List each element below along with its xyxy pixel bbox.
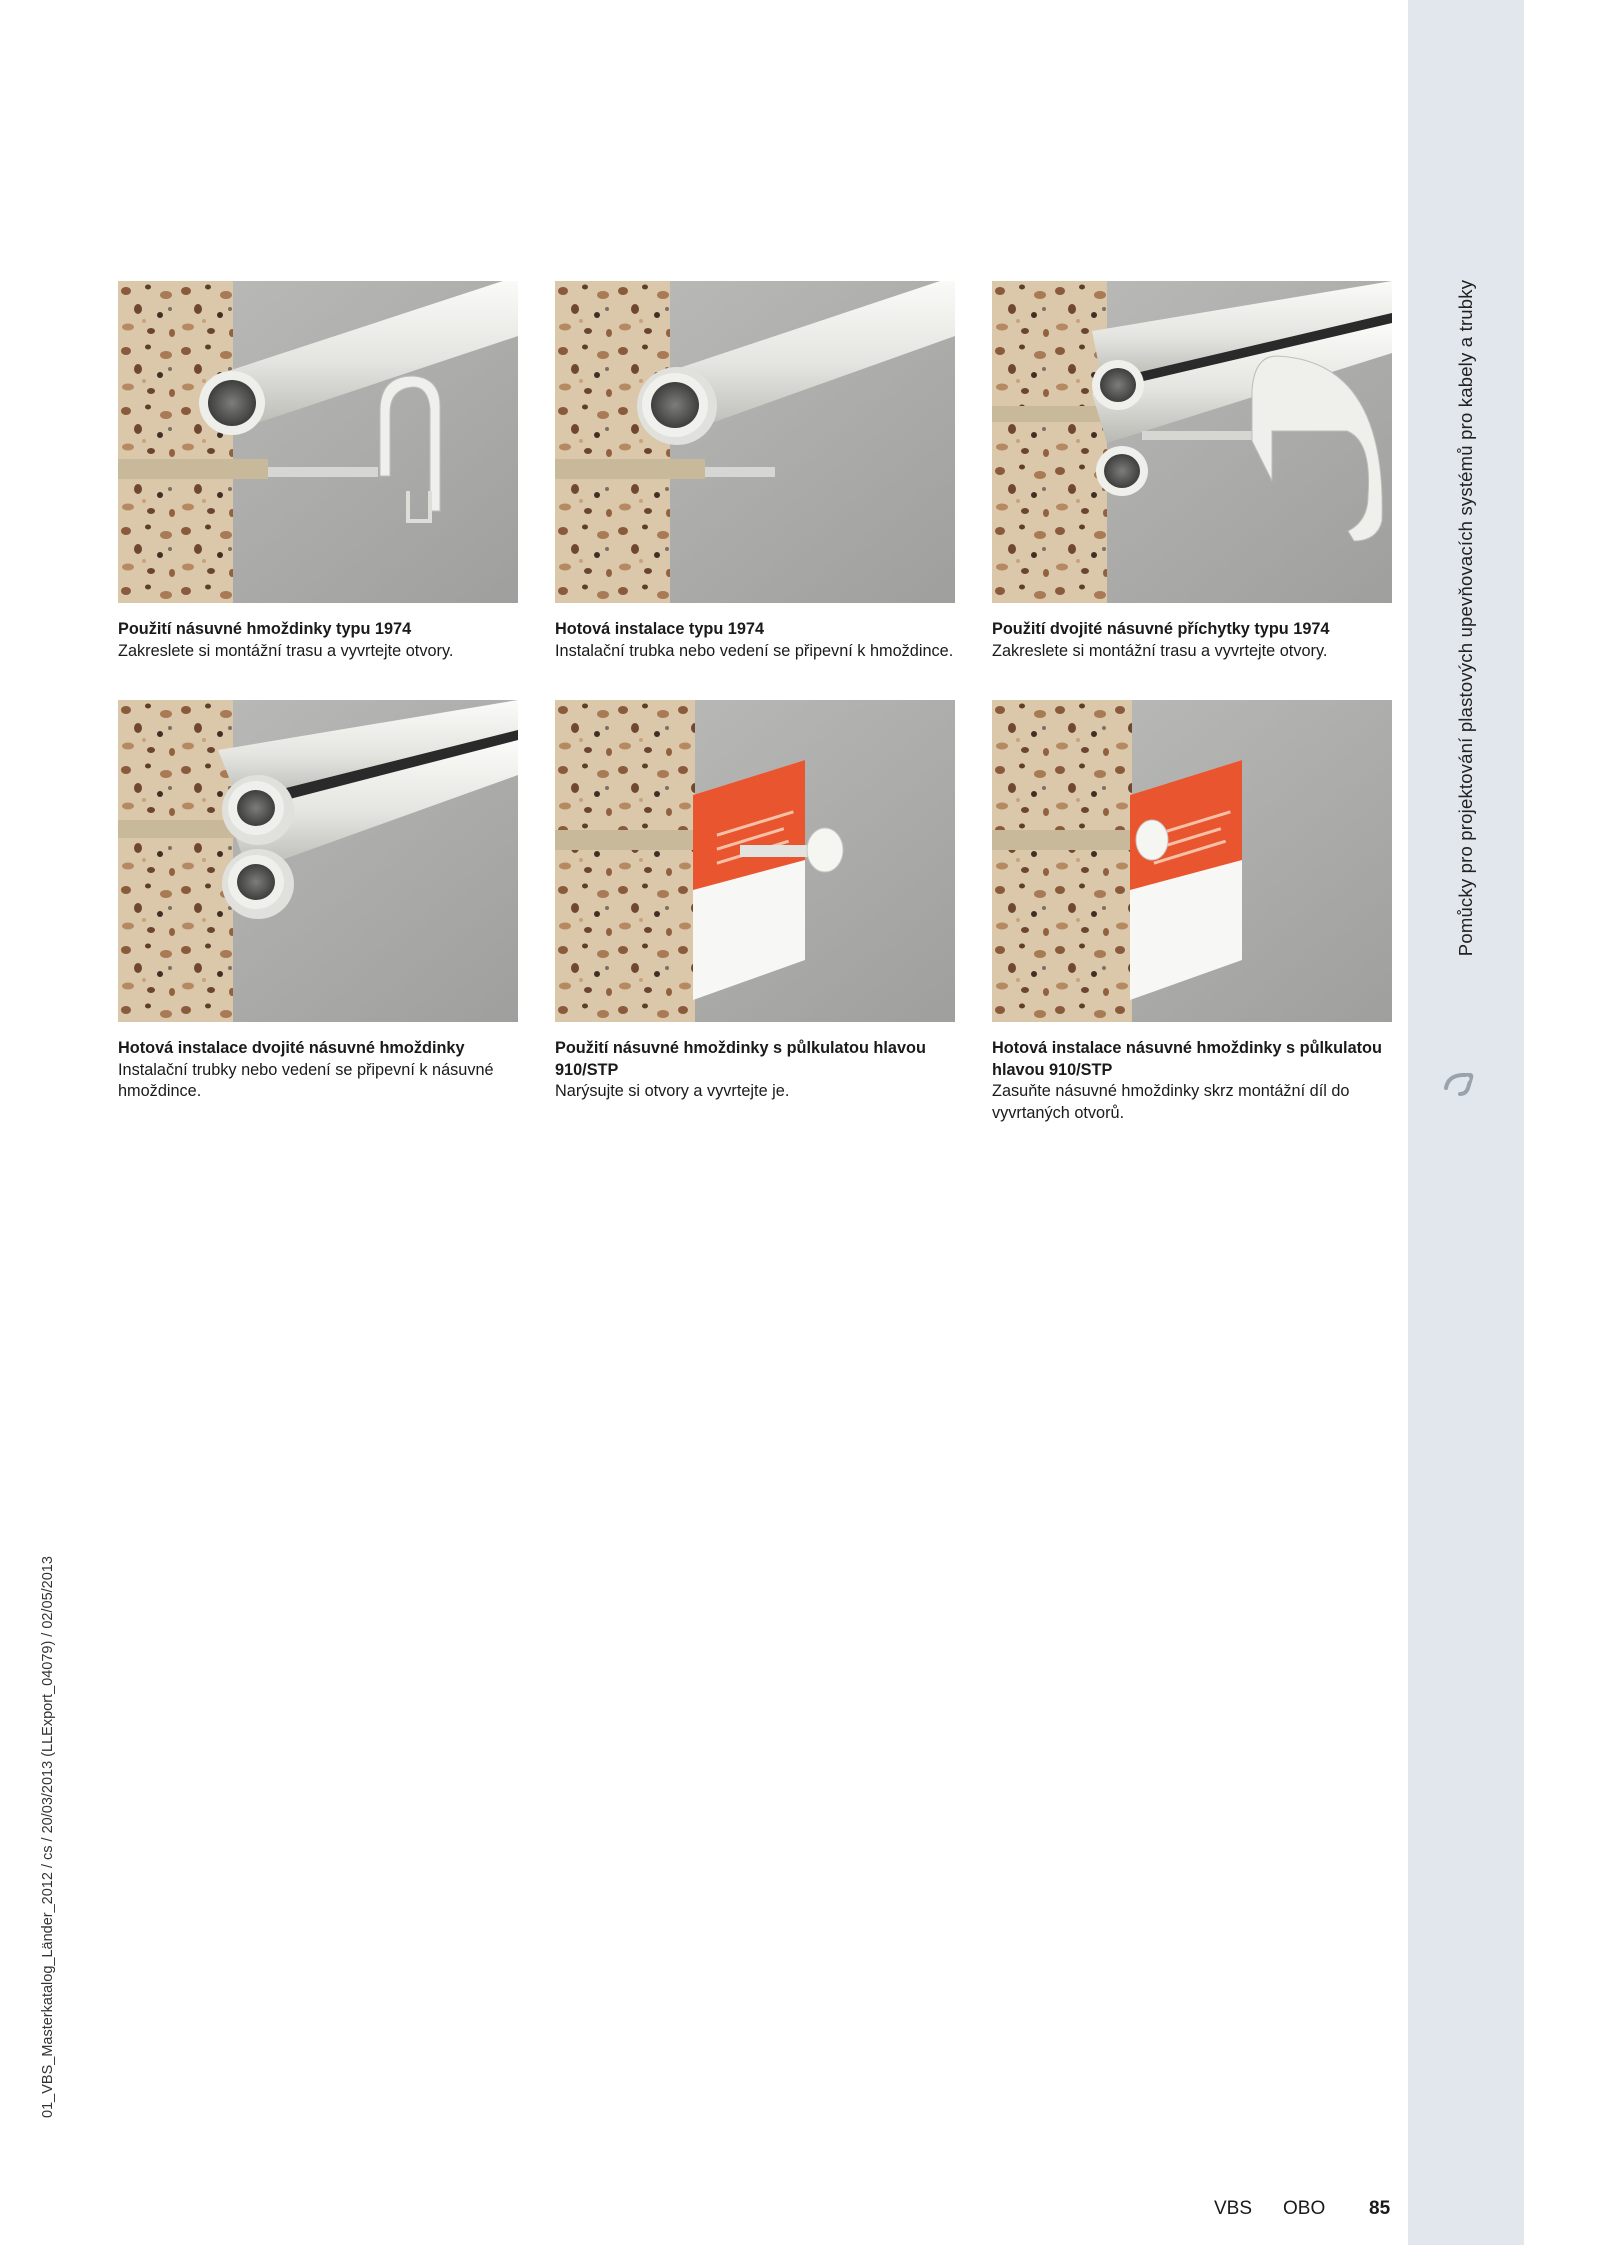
figure-6-caption xyxy=(992,1038,1392,1124)
page-number: 85 xyxy=(1369,2198,1391,2219)
sidebar-title: Pomůcky pro projektování plastových upevňovacích systémů pro kabely a trubky xyxy=(1455,279,1476,957)
footer-brand-vbs: VBS xyxy=(1214,2198,1253,2219)
photo-single-dowel-before xyxy=(118,281,518,603)
figure-4-caption xyxy=(118,1038,518,1103)
figure-2-caption xyxy=(555,619,955,662)
caption-title: Použití dvojité násuvné příchytky typu 1974 xyxy=(992,620,1330,638)
caption-text: Narýsujte si otvory a vyvrtejte je. xyxy=(555,1082,790,1100)
photo-domed-dowel-before xyxy=(555,700,955,1022)
caption-text: Zakreslete si montážní trasu a vyvrtejte otvory. xyxy=(992,641,1328,660)
caption-title: Hotová instalace typu 1974 xyxy=(555,620,765,638)
figure-5 xyxy=(555,700,955,1103)
caption-title: Použití násuvné hmoždinky s půlkulatou hlavou 910/STP xyxy=(555,1039,926,1079)
document-id: 01_VBS_Masterkatalog_Länder_2012 / cs / 20/03/2013 (LLExport_04079) / 02/05/2013 xyxy=(40,1556,56,2118)
figure-4 xyxy=(118,700,518,1103)
caption-text: Zakreslete si montážní trasu a vyvrtejte otvory. xyxy=(118,641,454,660)
figure-5-caption xyxy=(555,1038,955,1103)
photo-single-dowel-installed xyxy=(555,281,955,603)
caption-title: Hotová instalace násuvné hmoždinky s půlkulatou hlavou 910/STP xyxy=(992,1039,1382,1079)
caption-title: Hotová instalace dvojité násuvné hmoždinky xyxy=(118,1039,465,1057)
caption-title: Použití násuvné hmoždinky typu 1974 xyxy=(118,620,412,638)
figure-1-caption xyxy=(118,619,518,662)
clip-icon xyxy=(1440,1066,1476,1102)
figure-3 xyxy=(992,281,1392,662)
figure-2 xyxy=(555,281,955,662)
figure-1 xyxy=(118,281,518,662)
caption-text: Zasuňte násuvné hmoždinky skrz montážní díl do vyvrtaných otvorů. xyxy=(992,1082,1350,1122)
photo-double-clip-before xyxy=(992,281,1392,603)
caption-text: Instalační trubky nebo vedení se připevní k násuvné hmoždince. xyxy=(118,1060,494,1100)
footer-brand-obo: OBO xyxy=(1283,2198,1326,2219)
photo-double-dowel-installed xyxy=(118,700,518,1022)
figure-6 xyxy=(992,700,1392,1124)
figure-3-caption xyxy=(992,619,1392,662)
photo-domed-dowel-installed xyxy=(992,700,1392,1022)
caption-text: Instalační trubka nebo vedení se připevní k hmoždince. xyxy=(555,641,954,660)
